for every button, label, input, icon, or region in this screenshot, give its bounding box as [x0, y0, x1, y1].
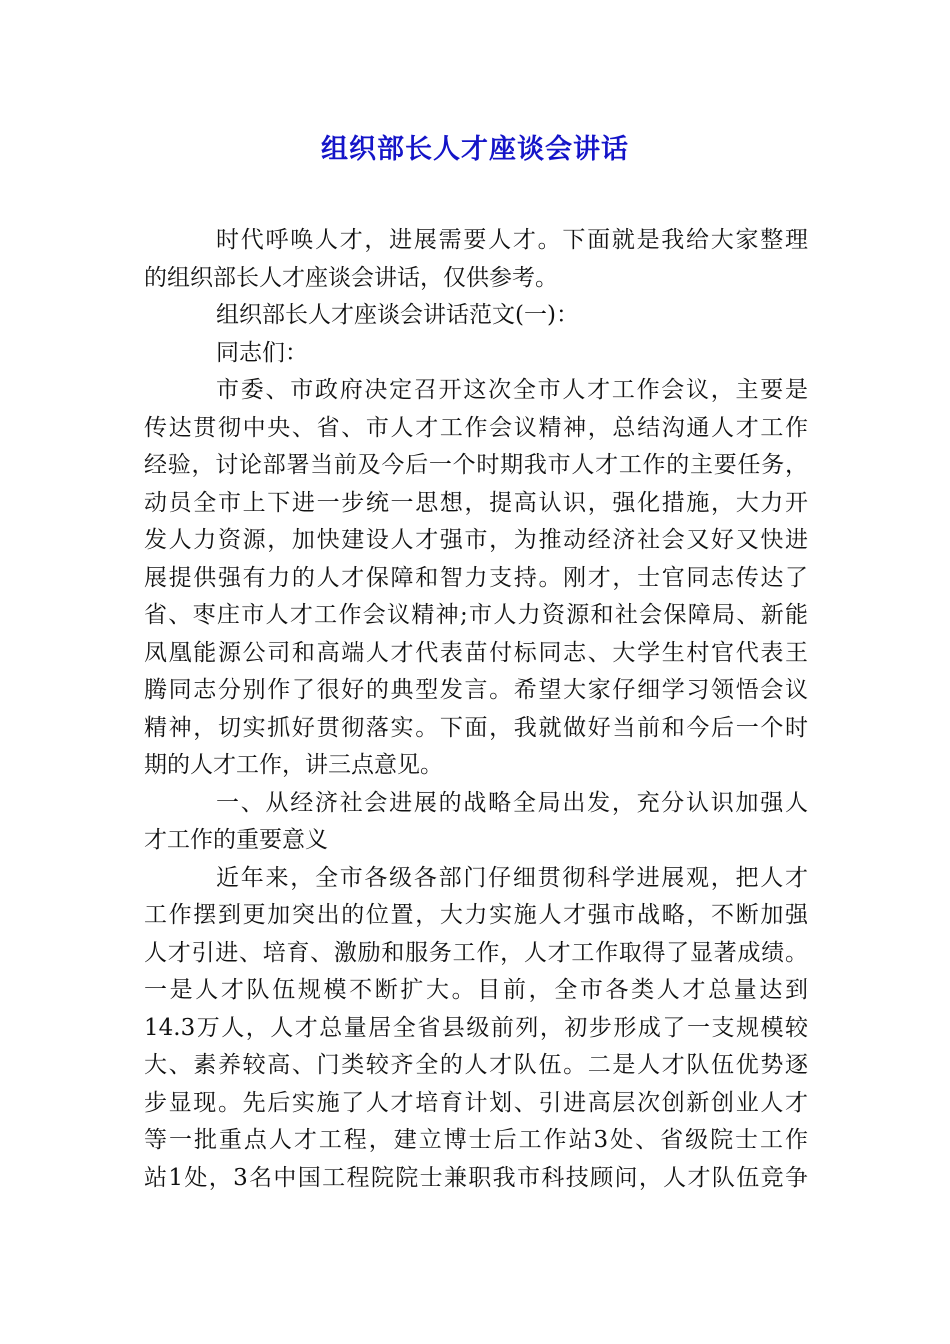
text-line: 才工作的重要意义 — [144, 827, 328, 853]
text-line: 站1处，3名中国工程院院士兼职我市科技顾问，人才队伍竞争 — [144, 1164, 808, 1191]
text-line: 人才引进、培育、激励和服务工作，人才工作取得了显著成绩。 — [144, 939, 808, 966]
paragraph-opening — [144, 372, 808, 785]
text-line: 组织部长人才座谈会讲话范文(一)： — [216, 302, 579, 328]
document-title: 组织部长人才座谈会讲话 — [321, 134, 629, 165]
paragraph-section-heading — [144, 297, 808, 335]
text-line: 传达贯彻中央、省、市人才工作会议精神，总结沟通人才工作 — [144, 414, 808, 441]
text-line: 省、枣庄市人才工作会议精神;市人力资源和社会保障局、新能 — [144, 602, 808, 628]
text-line: 凤凰能源公司和高端人才代表苗付标同志、大学生村官代表王 — [144, 639, 808, 666]
text-line: 精神，切实抓好贯彻落实。下面，我就做好当前和今后一个时 — [144, 714, 808, 741]
text-line: 一是人才队伍规模不断扩大。目前，全市各类人才总量达到 — [144, 977, 808, 1003]
text-line: 腾同志分别作了很好的典型发言。希望大家仔细学习领悟会议 — [144, 677, 808, 703]
paragraph-intro — [144, 222, 808, 297]
paragraph-achievements — [144, 860, 808, 1198]
text-line: 等一批重点人才工程，建立博士后工作站3处、省级院士工作 — [144, 1127, 808, 1153]
text-line: 发人力资源，加快建设人才强市，为推动经济社会又好又快进 — [144, 527, 808, 553]
text-line: 近年来，全市各级各部门仔细贯彻科学进展观，把人才 — [216, 864, 808, 891]
text-line: 步显现。先后实施了人才培育计划、引进高层次创新创业人才 — [144, 1089, 808, 1116]
text-line: 经验，讨论部署当前及今后一个时期我市人才工作的主要任务， — [144, 452, 808, 478]
text-line: 动员全市上下进一步统一思想，提高认识，强化措施，大力开 — [144, 489, 808, 516]
text-line: 14.3万人，人才总量居全省县级前列，初步形成了一支规模较 — [144, 1014, 808, 1041]
text-line: 同志们： — [216, 339, 308, 366]
text-line: 一、从经济社会进展的战略全局出发，充分认识加强人 — [216, 789, 808, 816]
text-line: 大、素养较高、门类较齐全的人才队伍。二是人才队伍优势逐 — [144, 1052, 808, 1078]
text-line: 的组织部长人才座谈会讲话，仅供参考。 — [144, 264, 558, 291]
text-line: 展提供强有力的人才保障和智力支持。刚才，士官同志传达了 — [144, 564, 808, 591]
text-line: 时代呼唤人才，进展需要人才。下面就是我给大家整理 — [216, 227, 808, 253]
document-body — [144, 222, 808, 1197]
paragraph-salutation — [144, 335, 808, 373]
text-line: 市委、市政府决定召开这次全市人才工作会议，主要是 — [216, 377, 808, 403]
text-line: 期的人才工作，讲三点意见。 — [144, 752, 443, 778]
text-line: 工作摆到更加突出的位置，大力实施人才强市战略，不断加强 — [144, 902, 808, 928]
paragraph-point-one-heading — [144, 785, 808, 860]
